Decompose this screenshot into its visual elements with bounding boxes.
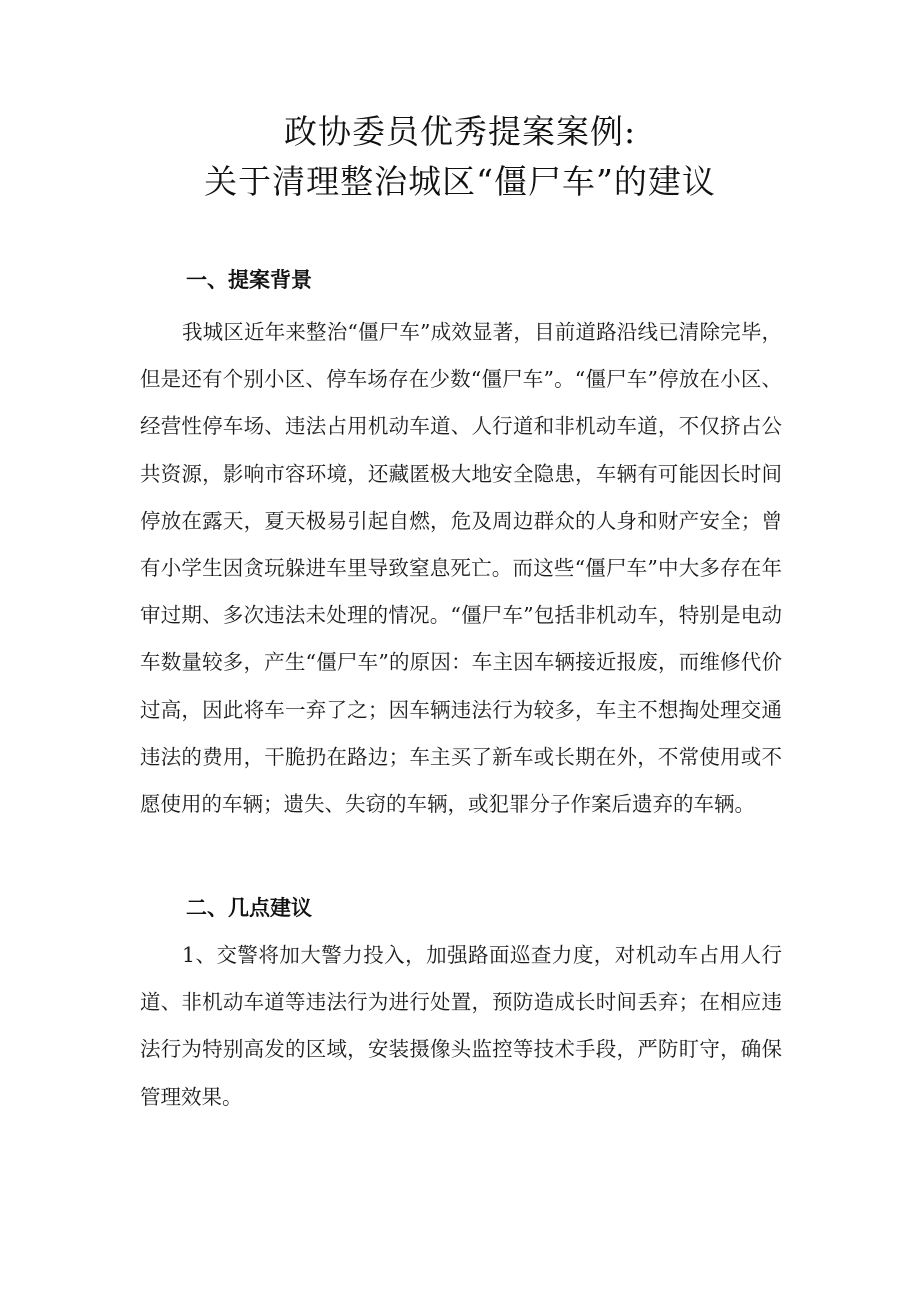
section-paragraph-suggestion-1: 1、交警将加大警力投入，加强路面巡查力度，对机动车占用人行道、非机动车道等违法行为进行处置，预防造成长时间丢弃；在相应违法行为特别高发的区域，安装摄像头监控等技术手段，严防盯守，确保管理效果。 <box>140 943 782 1109</box>
document-title-line-1: 政协委员优秀提案案例: <box>283 112 637 151</box>
section-heading-background: 一、提案背景 <box>186 268 312 292</box>
document-title-line-2: 关于清理整治城区“僵尸车”的建议 <box>204 162 716 201</box>
section-heading-suggestions: 二、几点建议 <box>186 896 312 920</box>
section-paragraph-background: 我城区近年来整治“僵尸车”成效显著，目前道路沿线已清除完毕，但是还有个别小区、停车场存在少数“僵尸车”。“僵尸车”停放在小区、经营性停车场、违法占用机动车道、人行道和非机动车道，不仅挤占公共资源，影响市容环境，还藏匿极大地安全隐患，车辆有可能因长时间停放在露天，夏天极易引起自燃，危及周边群众的人身和财产安全；曾有小学生因贪玩躲进车里导致窒息死亡。而这些“僵尸车”中大多存在年审过期、多次违法未处理的情况。“僵尸车”包括非机动车，特别是电动车数量较多，产生“僵尸车”的原因：车主因车辆接近报废，而维修代价过高，因此将车一弃了之；因车辆违法行为较多，车主不想掏处理交通违法的费用，干脆扔在路边；车主买了新车或长期在外，不常使用或不愿使用的车辆；遗失、失窃的车辆，或犯罪分子作案后遗弃的车辆。 <box>140 320 782 817</box>
